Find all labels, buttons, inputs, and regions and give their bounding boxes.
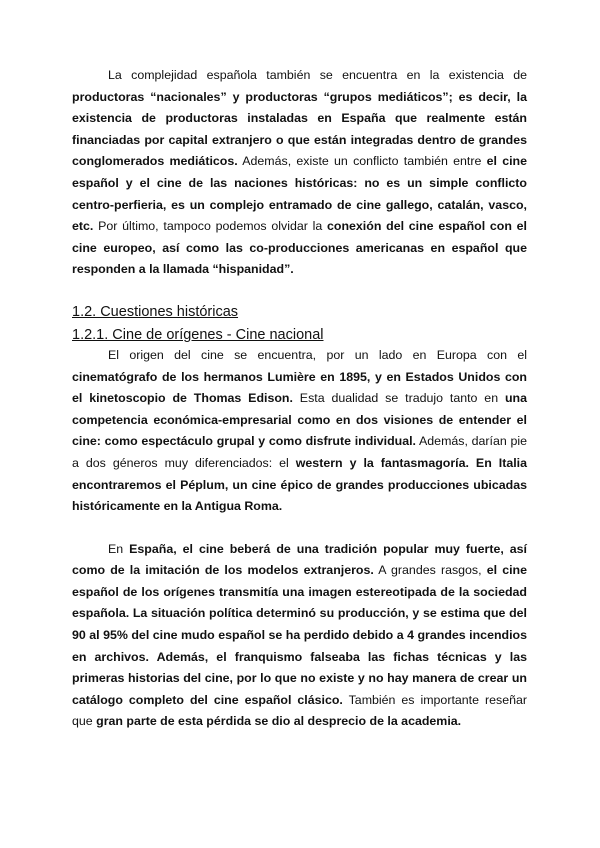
bold-text-run: el cine español y el cine de las naciones históricas: no es un simple conflicto centro-perfieria, es un complejo entramado de cine gallego, catalán, vasco, etc. xyxy=(72,154,527,234)
document-page xyxy=(72,65,527,733)
bold-text-run: western y la fantasmagoría. En Italia encontraremos el Péplum, un cine épico de grandes producciones ubicadas históricamente en la Antigua Roma. xyxy=(72,455,527,514)
bold-text-run: España, el cine beberá de una tradición popular muy fuerte, así como de la imitación de los modelos extranjeros. xyxy=(72,541,527,578)
text-run: Además, existe un conflicto también entre xyxy=(237,154,487,169)
bold-text-run: conexión del cine español con el cine europeo, así como las co-producciones americanas en español que responden a la llamada “hispanidad”. xyxy=(72,219,527,277)
text-run: Además, darían pie a dos géneros muy diferenciados: el xyxy=(72,434,527,470)
paragraph-espana xyxy=(72,539,527,733)
paragraph-origen xyxy=(72,345,527,518)
bold-text-run: el cine español de los orígenes transmitía una imagen estereotipada de la sociedad española. La situación política determinó su producción, y se estima que del 90 al 95% del cine mudo español se ha perdido debido a 4 grandes incendios en archivos. Además, el franquismo falseaba las fichas técnicas y las primeras historias del cine, por lo que no existe y no hay manera de crear un catálogo completo del cine español clásico. xyxy=(72,563,528,707)
text-run: Por último, tampoco podemos olvidar la xyxy=(93,219,327,234)
text-run: La complejidad española también se encuentra en la existencia de xyxy=(108,68,527,82)
text-run: También es importante reseñar que xyxy=(72,692,527,729)
text-run: A grandes rasgos, xyxy=(373,563,487,578)
text-run: En xyxy=(108,541,130,556)
bold-text-run: gran parte de esta pérdida se dio al desprecio de la academia. xyxy=(96,714,462,729)
text-run: El origen del cine se encuentra, por un lado en Europa con el xyxy=(108,347,527,362)
bold-text-run: una competencia económica-empresarial como en dos visiones de entender el cine: como espectáculo grupal y como disfrute individual. xyxy=(72,391,527,449)
paragraph-complejidad xyxy=(72,65,527,281)
subsection-heading: 1.2.1. Cine de orígenes - Cine nacional xyxy=(72,326,324,343)
section-heading: 1.2. Cuestiones históricas xyxy=(72,303,239,320)
bold-text-run: cinematógrafo de los hermanos Lumière en 1895, y en Estados Unidos con el kinetoscopio de Thomas Edison. xyxy=(72,369,527,406)
bold-text-run: productoras “nacionales” y productoras “grupos mediáticos”; es decir, la existencia de productoras instaladas en España que realmente están financiadas por capital extranjero o que están integradas dentro de grandes conglomerados mediáticos. xyxy=(72,89,527,169)
text-run: Esta dualidad se tradujo tanto en xyxy=(292,391,505,406)
